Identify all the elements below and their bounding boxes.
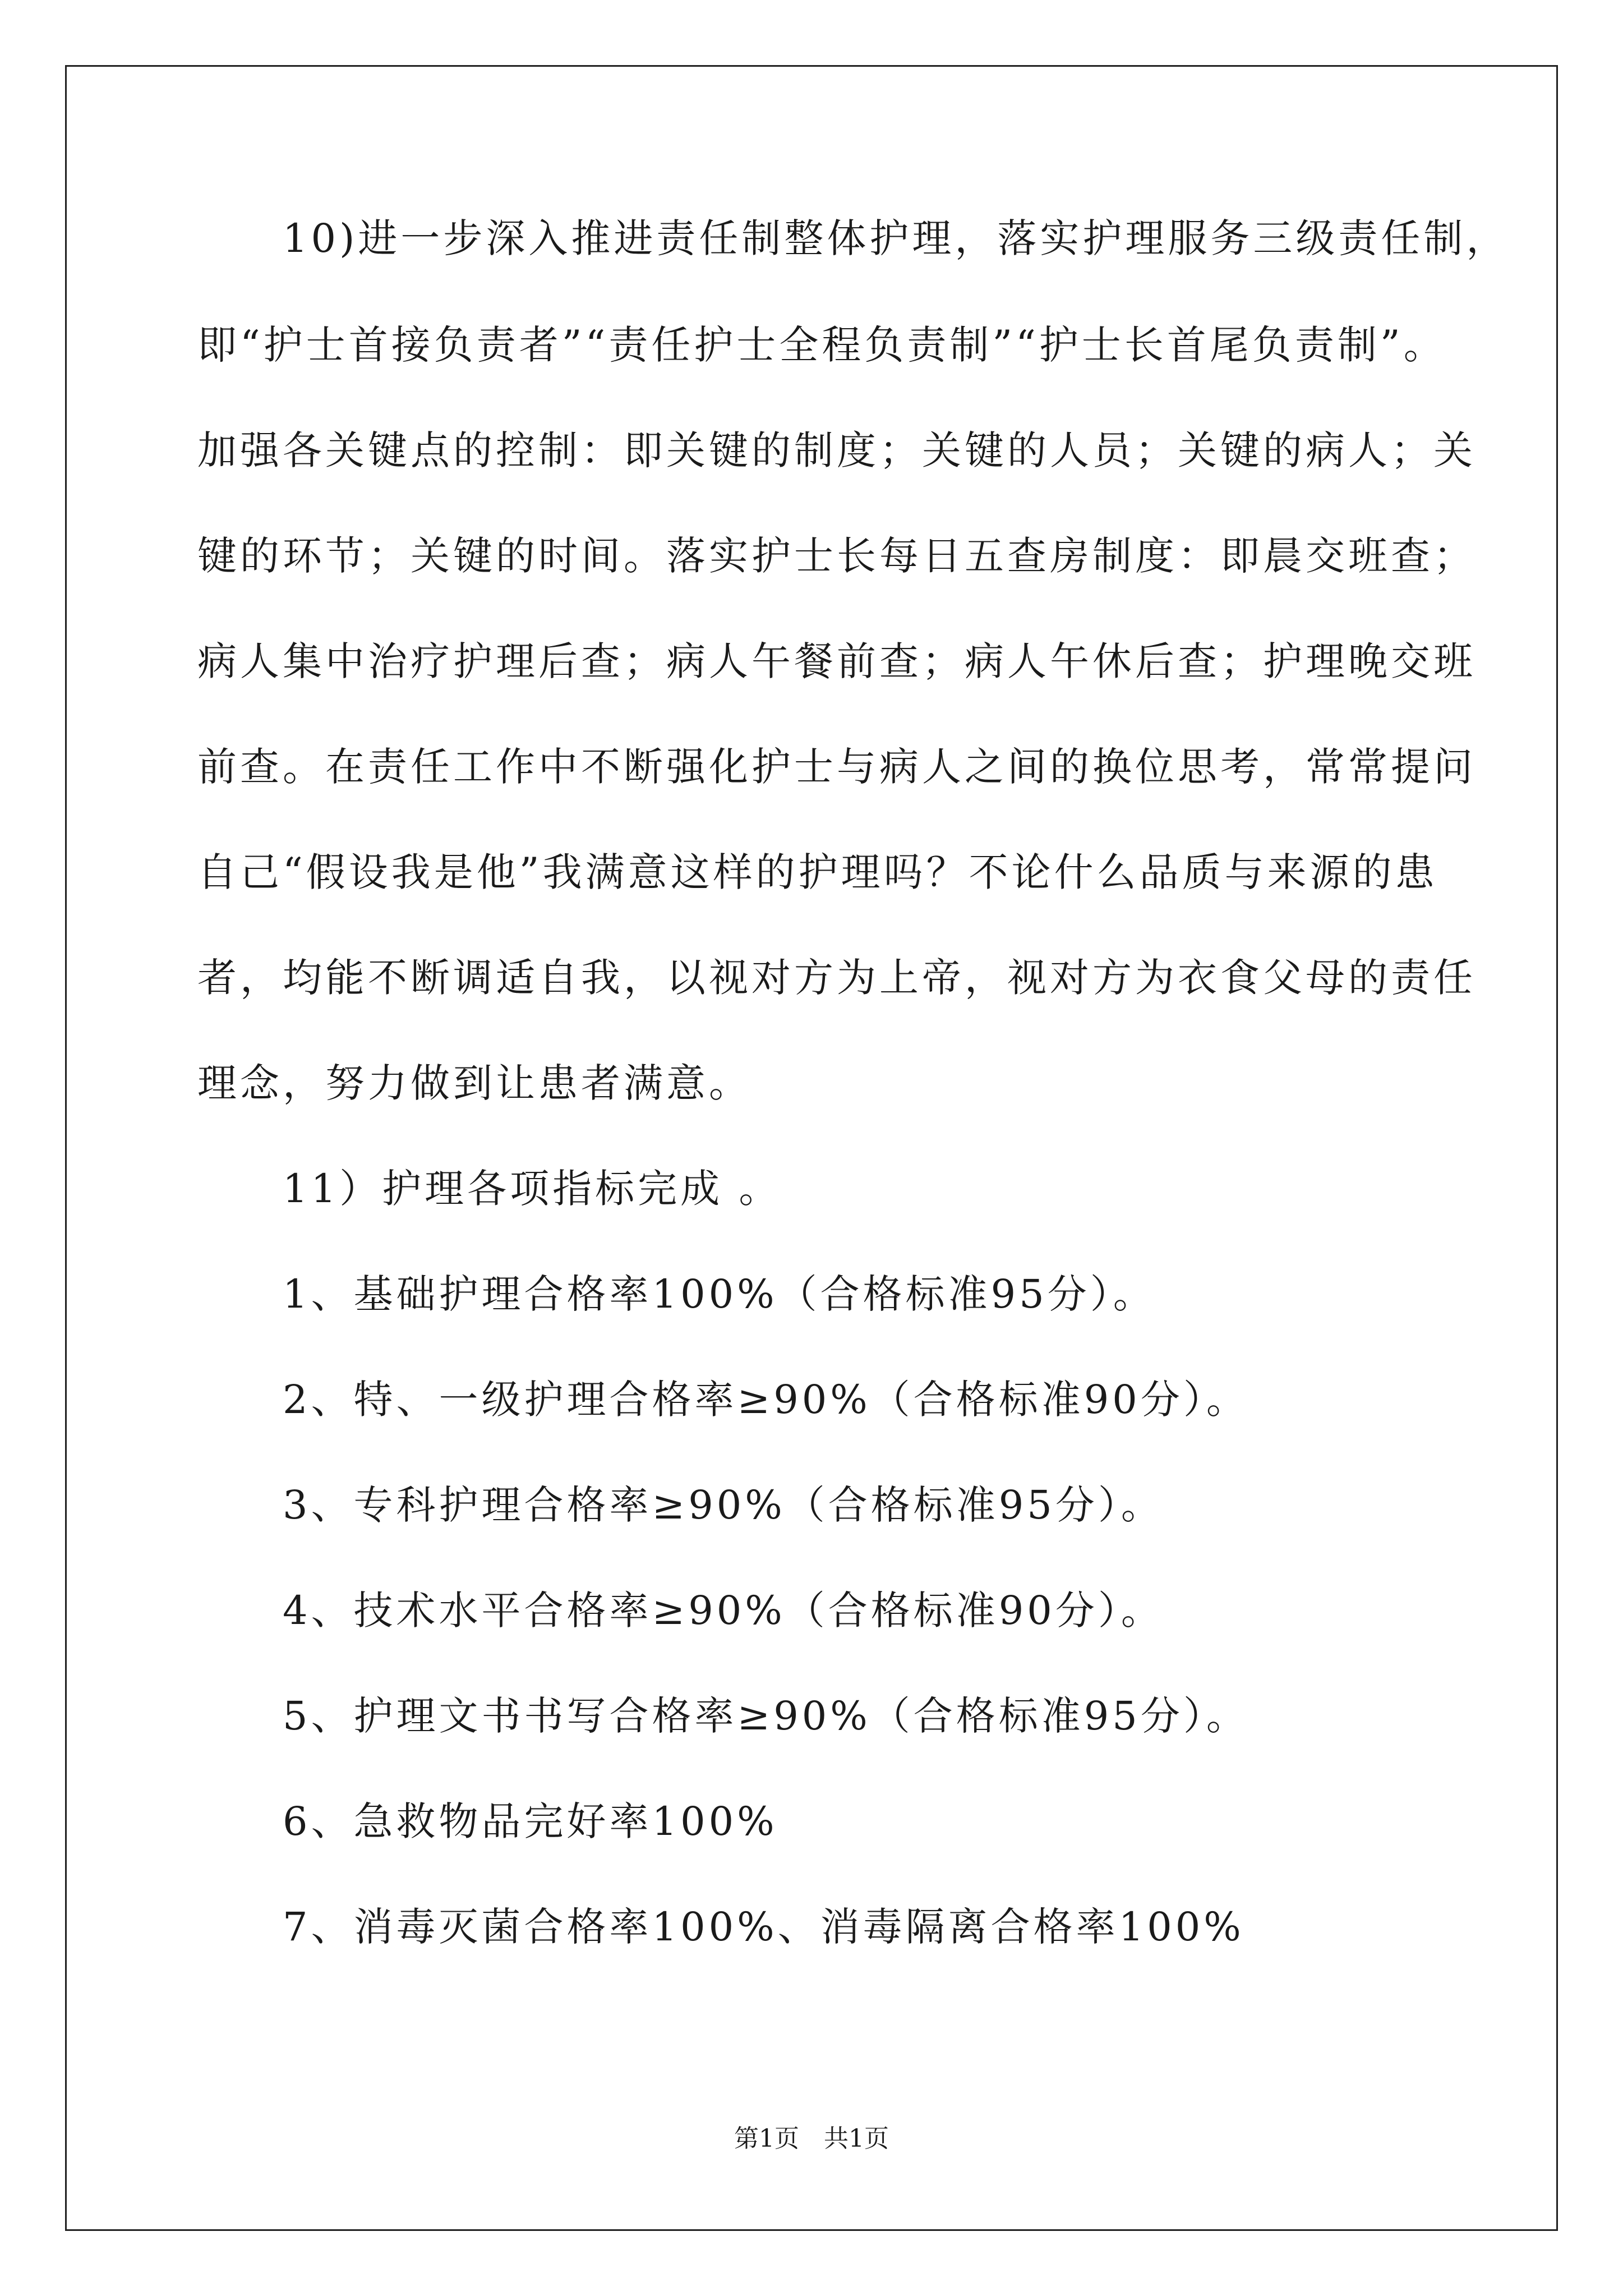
list-item: 3、专科护理合格率≥90%（合格标准95分）。	[197, 1482, 1164, 1528]
paragraph-line: 理念，努力做到让患者满意。	[197, 1060, 751, 1106]
list-item: 4、技术水平合格率≥90%（合格标准90分）。	[197, 1588, 1164, 1634]
list-item: 2、特、一级护理合格率≥90%（合格标准90分）。	[197, 1377, 1249, 1423]
paragraph-line: 病人集中治疗护理后查；病人午餐前查；病人午休后查；护理晚交班	[197, 638, 1476, 684]
paragraph-line: 加强各关键点的控制：即关键的制度；关键的人员；关键的病人；关	[197, 427, 1476, 473]
list-item: 6、急救物品完好率100%	[197, 1798, 778, 1844]
paragraph-line: 键的环节；关键的时间。落实护士长每日五查房制度：即晨交班查；	[197, 533, 1476, 579]
paragraph-line: 10)进一步深入推进责任制整体护理，落实护理服务三级责任制，	[197, 215, 1509, 261]
paragraph-line: 前查。在责任工作中不断强化护士与病人之间的换位思考，常常提问	[197, 744, 1476, 790]
list-item: 1、基础护理合格率100%（合格标准95分）。	[197, 1271, 1156, 1317]
paragraph-line: 自己“假设我是他”我满意这样的护理吗？不论什么品质与来源的患	[197, 849, 1438, 895]
section-heading: 11）护理各项指标完成 。	[197, 1166, 782, 1212]
paragraph-line: 者，均能不断调适自我，以视对方为上帝，视对方为衣食父母的责任	[197, 955, 1476, 1001]
list-item: 5、护理文书书写合格率≥90%（合格标准95分）。	[197, 1693, 1249, 1739]
paragraph-line: 即“护士首接负责者”“责任护士全程负责制”“护士长首尾负责制”。	[197, 322, 1446, 368]
list-item: 7、消毒灭菌合格率100%、消毒隔离合格率100%	[197, 1904, 1244, 1950]
page-footer: 第1页 共1页	[734, 2124, 889, 2153]
